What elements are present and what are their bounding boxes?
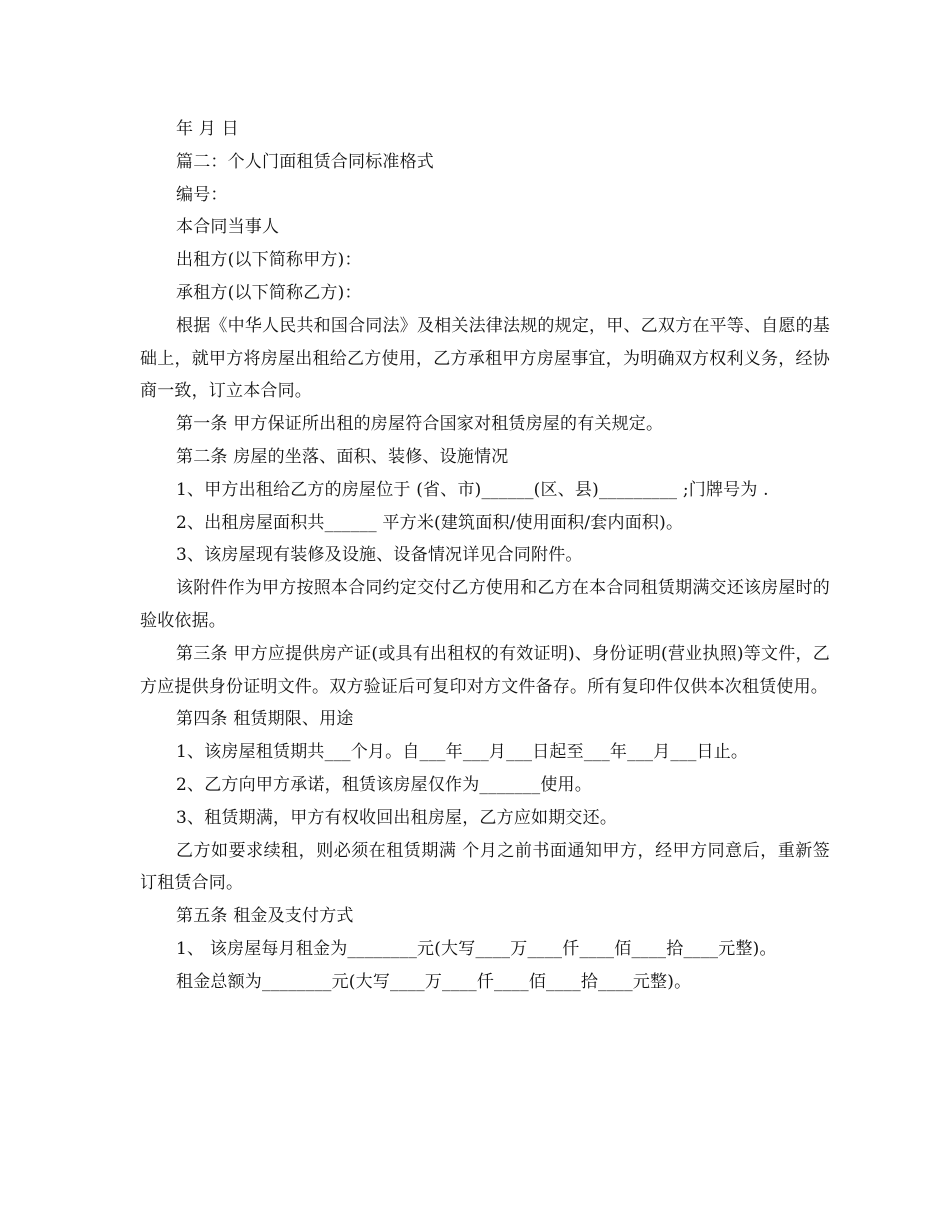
article-4-item-1: 1、该房屋租赁期共___个月。自___年___月___日起至___年___月___日止。 [176, 742, 749, 763]
article-4-heading: 第四条 租赁期限、用途 [176, 709, 354, 730]
article-3: 第三条 甲方应提供房产证(或具有出租权的有效证明)、身份证明(营业执照)等文件，乙方应提供身份证明文件。双方验证后可复印对方文件备存。所有复印件仅供本次租赁使用。 [140, 643, 830, 697]
total-rent-line: 租金总额为________元(大写____万____仟____佰____拾____元整)。 [176, 971, 692, 992]
article-1: 第一条 甲方保证所出租的房屋符合国家对租赁房屋的有关规定。 [176, 414, 664, 435]
lessee-line: 承租方(以下简称乙方)： [176, 282, 362, 303]
article-5-heading: 第五条 租金及支付方式 [176, 906, 354, 927]
article-2-item-2: 2、出租房屋面积共______ 平方米(建筑面积/使用面积/套内面积)。 [176, 512, 684, 533]
article-2-heading: 第二条 房屋的坐落、面积、装修、设施情况 [176, 446, 509, 467]
section-title: 篇二：个人门面租赁合同标准格式 [176, 151, 434, 172]
date-line: 年 月 日 [176, 119, 239, 139]
parties-heading: 本合同当事人 [176, 217, 280, 238]
document-body [140, 113, 830, 999]
article-4-item-2: 2、乙方向甲方承诺，租赁该房屋仅作为_______使用。 [176, 774, 592, 795]
lessor-line: 出租方(以下简称甲方)： [176, 250, 362, 271]
contract-number-line: 编号： [176, 184, 228, 205]
article-4-item-3: 3、租赁期满，甲方有权收回出租房屋，乙方应如期交还。 [176, 807, 618, 828]
article-5-item-1: 1、 该房屋每月租金为________元(大写____万____仟____佰____拾____元整)。 [176, 938, 777, 959]
preamble-paragraph: 根据《中华人民共和国合同法》及相关法律法规的规定，甲、乙双方在平等、自愿的基础上，就甲方将房屋出租给乙方使用，乙方承租甲方房屋事宜，为明确双方权利义务，经协商一致，订立本合同。 [140, 315, 830, 402]
attachment-note: 该附件作为甲方按照本合同约定交付乙方使用和乙方在本合同租赁期满交还该房屋时的验收依据。 [140, 578, 830, 631]
renewal-paragraph: 乙方如要求续租，则必须在租赁期满 个月之前书面通知甲方，经甲方同意后，重新签订租赁合同。 [140, 840, 830, 894]
article-2-item-3: 3、该房屋现有装修及设施、设备情况详见合同附件。 [176, 545, 583, 566]
article-2-item-1: 1、甲方出租给乙方的房屋位于 (省、市)______(区、县)_________ ;门牌号为 . [176, 479, 769, 500]
